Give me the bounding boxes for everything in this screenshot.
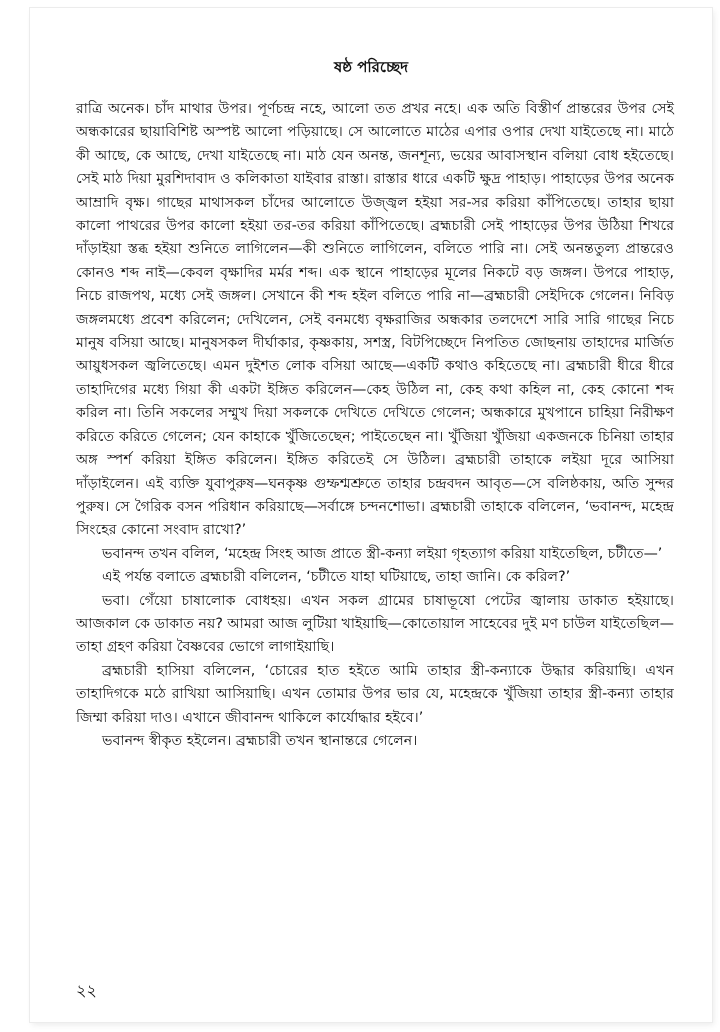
page-number: ২২ [76,981,97,1000]
paragraph-4: ভবা। গেঁয়ো চাষালোক বোধহয়। এখন সকল গ্রামের চাষাভূষো পেটের জ্বালায় ডাকাত হইয়াছে। আজকাল কে ডাকাত নয়? আমরা আজ লুটিয়া খাইয়াছি—কোতোয়াল সাহেবের দুই মণ চাউল যাইতেছিল—তাহা গ্রহণ করিয়া বৈষ্ণবের ভোগে লাগাইয়াছি। [76,592,674,656]
paragraph-5: ব্রহ্মচারী হাসিয়া বলিলেন, ‘চোরের হাত হইতে আমি তাহার স্ত্রী-কন্যাকে উদ্ধার করিয়াছি। এখন তাহাদিগকে মঠে রাখিয়া আসিয়াছি। এখন তোমার উপর ভার যে, মহেন্দ্রকে খুঁজিয়া তাহার স্ত্রী-কন্যা তাহার জিম্মা করিয়া দাও। এখানে জীবানন্দ থাকিলে কার্যোদ্ধার হইবে।’ [76,662,674,726]
book-page [30,8,712,1022]
chapter-heading: ষষ্ঠ পরিচ্ছেদ [333,58,409,76]
paragraph-2: ভবানন্দ তখন বলিল, ‘মহেন্দ্র সিংহ আজ প্রাতে স্ত্রী-কন্যা লইয়া গৃহত্যাগ করিয়া যাইতেছিল, চটীতে—’ [102,545,663,562]
paragraph-6: ভবানন্দ স্বীকৃত হইলেন। ব্রহ্মচারী তখন স্থানান্তরে গেলেন। [102,732,418,749]
paragraph-1: রাত্রি অনেক। চাঁদ মাথার উপর। পূর্ণচন্দ্র নহে, আলো তত প্রখর নহে। এক অতি বিস্তীর্ণ প্রান্তরের উপর সেই অন্ধকারের ছায়াবিশিষ্ট অস্পষ্ট আলো পড়িয়াছে। সে আলোতে মাঠের এপার ওপার দেখা যাইতেছে না। মাঠে কী আছে, কে আছে, দেখা যাইতেছে না। মাঠ যেন অনন্ত, জনশূন্য, ভয়ের আবাসস্থান বলিয়া বোধ হইতেছে। সেই মাঠ দিয়া মুরশিদাবাদ ও কলিকাতা যাইবার রাস্তা। রাস্তার ধারে একটি ক্ষুদ্র পাহাড়। পাহাড়ের উপর অনেক আম্রাদি বৃক্ষ। গাছের মাথাসকল চাঁদের আলোতে উজ্জ্বল হইয়া সর-সর করিয়া কাঁপিতেছে। তাহার ছায়া কালো পাথরের উপর কালো হইয়া তর-তর করিয়া কাঁপিতেছে। ব্রহ্মচারী সেই পাহাড়ের উপর উঠিয়া শিখরে দাঁড়াইয়া স্তব্ধ হইয়া শুনিতে লাগিলেন—কী শুনিতে লাগিলেন, বলিতে পারি না। সেই অনন্ততুল্য প্রান্তরেও কোনও শব্দ নাই—কেবল বৃক্ষাদির মর্মর শব্দ। এক স্থানে পাহাড়ের মূলের নিকটে বড় জঙ্গল। উপরে পাহাড়, নিচে রাজপথ, মধ্যে সেই জঙ্গল। সেখানে কী শব্দ হইল বলিতে পারি না—ব্রহ্মচারী সেইদিকে গেলেন। নিবিড় জঙ্গলমধ্যে প্রবেশ করিলেন; দেখিলেন, সেই বনমধ্যে বৃক্ষরাজির অন্ধকার তলদেশে সারি সারি গাছের নিচে মানুষ বসিয়া আছে। মানুষসকল দীর্ঘাকার, কৃষ্ণকায়, সশস্ত্র, বিটপিচ্ছেদে নিপতিত জোছনায় তাহাদের মার্জিত আয়ুধসকল জ্বলিতেছে। এমন দুইশত লোক বসিয়া আছে—একটি কথাও কহিতেছে না। ব্রহ্মচারী ধীরে ধীরে তাহাদিগের মধ্যে গিয়া কী একটা ইঙ্গিত করিলেন—কেহ উঠিল না, কেহ কথা কহিল না, কেহ কোনো শব্দ করিল না। তিনি সকলের সম্মুখ দিয়া সকলকে দেখিতে দেখিতে গেলেন; অন্ধকারে মুখপানে চাহিয়া নিরীক্ষণ করিতে করিতে গেলেন; যেন কাহাকে খুঁজিতেছেন; পাইতেছেন না। খুঁজিয়া খুঁজিয়া একজনকে চিনিয়া তাহার অঙ্গ স্পর্শ করিয়া ইঙ্গিত করিলেন। ইঙ্গিত করিতেই সে উঠিল। ব্রহ্মচারী তাহাকে লইয়া দূরে আসিয়া দাঁড়াইলেন। এই ব্যক্তি যুবাপুরুষ—ঘনকৃষ্ণ গুম্ফশ্মশ্রুতে তাহার চন্দ্রবদন আবৃত—সে বলিষ্ঠকায়, অতি সুন্দর পুরুষ। সে গৈরিক বসন পরিধান করিয়াছে—সর্বাঙ্গে চন্দনশোভা। ব্রহ্মচারী তাহাকে বলিলেন, ‘ভবানন্দ, মহেন্দ্র সিংহের কোনো সংবাদ রাখো?’ [76,101,674,539]
paragraph-3: এই পর্যন্ত বলাতে ব্রহ্মচারী বলিলেন, ‘চটীতে যাহা ঘটিয়াছে, তাহা জানি। কে করিল?’ [102,569,571,586]
body-text [76,98,674,753]
